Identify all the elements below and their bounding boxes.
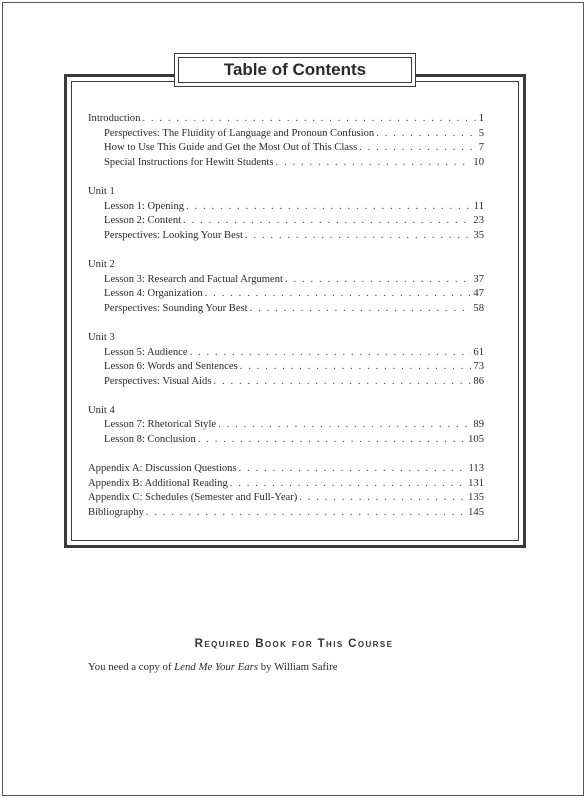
toc-list [88, 112, 484, 535]
toc-entry[interactable] [88, 302, 484, 317]
toc-dot-leader [218, 418, 471, 433]
toc-dot-leader [183, 214, 471, 229]
required-book-title: Lend Me Your Ears [174, 661, 259, 673]
toc-dot-leader [245, 229, 472, 244]
toc-dot-leader [142, 112, 476, 127]
toc-dot-leader [299, 491, 466, 506]
toc-entry-label: Lesson 8: Conclusion [104, 434, 196, 446]
toc-entry-page: 11 [473, 200, 484, 212]
toc-entry-page: 89 [473, 419, 484, 431]
toc-entry[interactable] [88, 433, 484, 448]
toc-section [88, 404, 484, 448]
toc-entry-label: Introduction [88, 113, 141, 124]
toc-section-heading: Unit 3 [88, 331, 115, 343]
toc-entry[interactable] [88, 112, 484, 127]
toc-section [88, 112, 484, 170]
toc-entry-label: Perspectives: The Fluidity of Language and Pronoun Confusion [104, 127, 375, 139]
toc-section [88, 185, 484, 243]
toc-entry-page: 37 [473, 273, 484, 285]
toc-entry[interactable] [88, 462, 484, 477]
toc-entry-label: Lesson 6: Words and Sentences [104, 361, 238, 373]
toc-entry[interactable] [88, 506, 484, 521]
toc-section [88, 331, 484, 389]
toc-entry-label: Perspectives: Looking Your Best [104, 229, 243, 241]
toc-dot-leader [376, 127, 477, 142]
toc-section-heading: Unit 4 [88, 404, 115, 416]
toc-entry-page: 73 [473, 361, 484, 373]
toc-entry-label: Special Instructions for Hewitt Students [104, 156, 274, 168]
toc-entry-page: 131 [468, 477, 484, 489]
toc-entry[interactable] [88, 156, 484, 171]
toc-entry[interactable] [88, 273, 484, 288]
toc-dot-leader [186, 200, 472, 215]
toc-entry-page: 1 [478, 113, 484, 124]
toc-title: Table of Contents [178, 57, 412, 83]
toc-entry[interactable] [88, 141, 484, 156]
toc-dot-leader [239, 462, 467, 477]
toc-entry-page: 105 [468, 434, 484, 446]
toc-entry[interactable] [88, 200, 484, 215]
toc-entry-label: Lesson 3: Research and Factual Argument [104, 273, 283, 285]
toc-entry-label: Bibliography [88, 507, 144, 519]
toc-entry-label: Perspectives: Sounding Your Best [104, 302, 248, 314]
toc-entry-label: How to Use This Guide and Get the Most Out of This Class [104, 142, 358, 154]
toc-section-heading: Unit 1 [88, 185, 115, 197]
toc-entry-label: Lesson 5: Audience [104, 346, 188, 358]
toc-entry-label: Lesson 1: Opening [104, 200, 185, 212]
toc-entry[interactable] [88, 127, 484, 142]
toc-entry-label: Lesson 2: Content [104, 215, 182, 227]
toc-entry[interactable] [88, 491, 484, 506]
toc-dot-leader [250, 302, 472, 317]
toc-dot-leader [198, 433, 466, 448]
toc-entry-label: Lesson 4: Organization [104, 288, 203, 300]
toc-entry[interactable] [88, 360, 484, 375]
toc-dot-leader [146, 506, 466, 521]
toc-entry[interactable] [88, 375, 484, 390]
toc-entry[interactable] [88, 477, 484, 492]
toc-section-heading: Unit 2 [88, 258, 115, 270]
toc-entry-label: Appendix A: Discussion Questions [88, 463, 237, 475]
toc-entry-page: 5 [478, 127, 484, 139]
toc-dot-leader [230, 477, 466, 492]
toc-entry-page: 61 [473, 346, 484, 358]
required-book-prefix: You need a copy of [88, 661, 175, 673]
toc-entry-page: 113 [468, 463, 484, 475]
toc-entry-label: Appendix B: Additional Reading [88, 477, 228, 489]
toc-dot-leader [240, 360, 472, 375]
required-book-heading: Required Book for This Course [194, 638, 394, 650]
toc-title-box [174, 53, 416, 87]
toc-entry-page: 23 [473, 215, 484, 227]
toc-entry-page: 47 [473, 288, 484, 300]
toc-dot-leader [190, 346, 472, 361]
toc-entry-page: 145 [468, 507, 484, 519]
toc-dot-leader [275, 156, 471, 171]
toc-entry[interactable] [88, 287, 484, 302]
toc-entry-label: Perspectives: Visual Aids [104, 375, 212, 387]
toc-entry[interactable] [88, 418, 484, 433]
toc-entry-page: 7 [478, 142, 484, 154]
toc-dot-leader [213, 375, 471, 390]
toc-section [88, 258, 484, 316]
toc-entry-label: Lesson 7: Rhetorical Style [104, 419, 217, 431]
toc-entry-label: Appendix C: Schedules (Semester and Full-Year) [88, 492, 298, 504]
required-book-suffix: by William Safire [258, 661, 338, 673]
toc-dot-leader [285, 273, 471, 288]
toc-dot-leader [205, 287, 472, 302]
toc-entry[interactable] [88, 214, 484, 229]
toc-entry-page: 58 [473, 302, 484, 314]
toc-entry-page: 135 [468, 492, 484, 504]
toc-entry[interactable] [88, 346, 484, 361]
required-book-text [88, 661, 338, 673]
toc-entry-page: 10 [473, 156, 484, 168]
toc-dot-leader [359, 141, 476, 156]
toc-entry-page: 86 [473, 375, 484, 387]
toc-entry-page: 35 [473, 229, 484, 241]
toc-section [88, 462, 484, 520]
toc-entry[interactable] [88, 229, 484, 244]
